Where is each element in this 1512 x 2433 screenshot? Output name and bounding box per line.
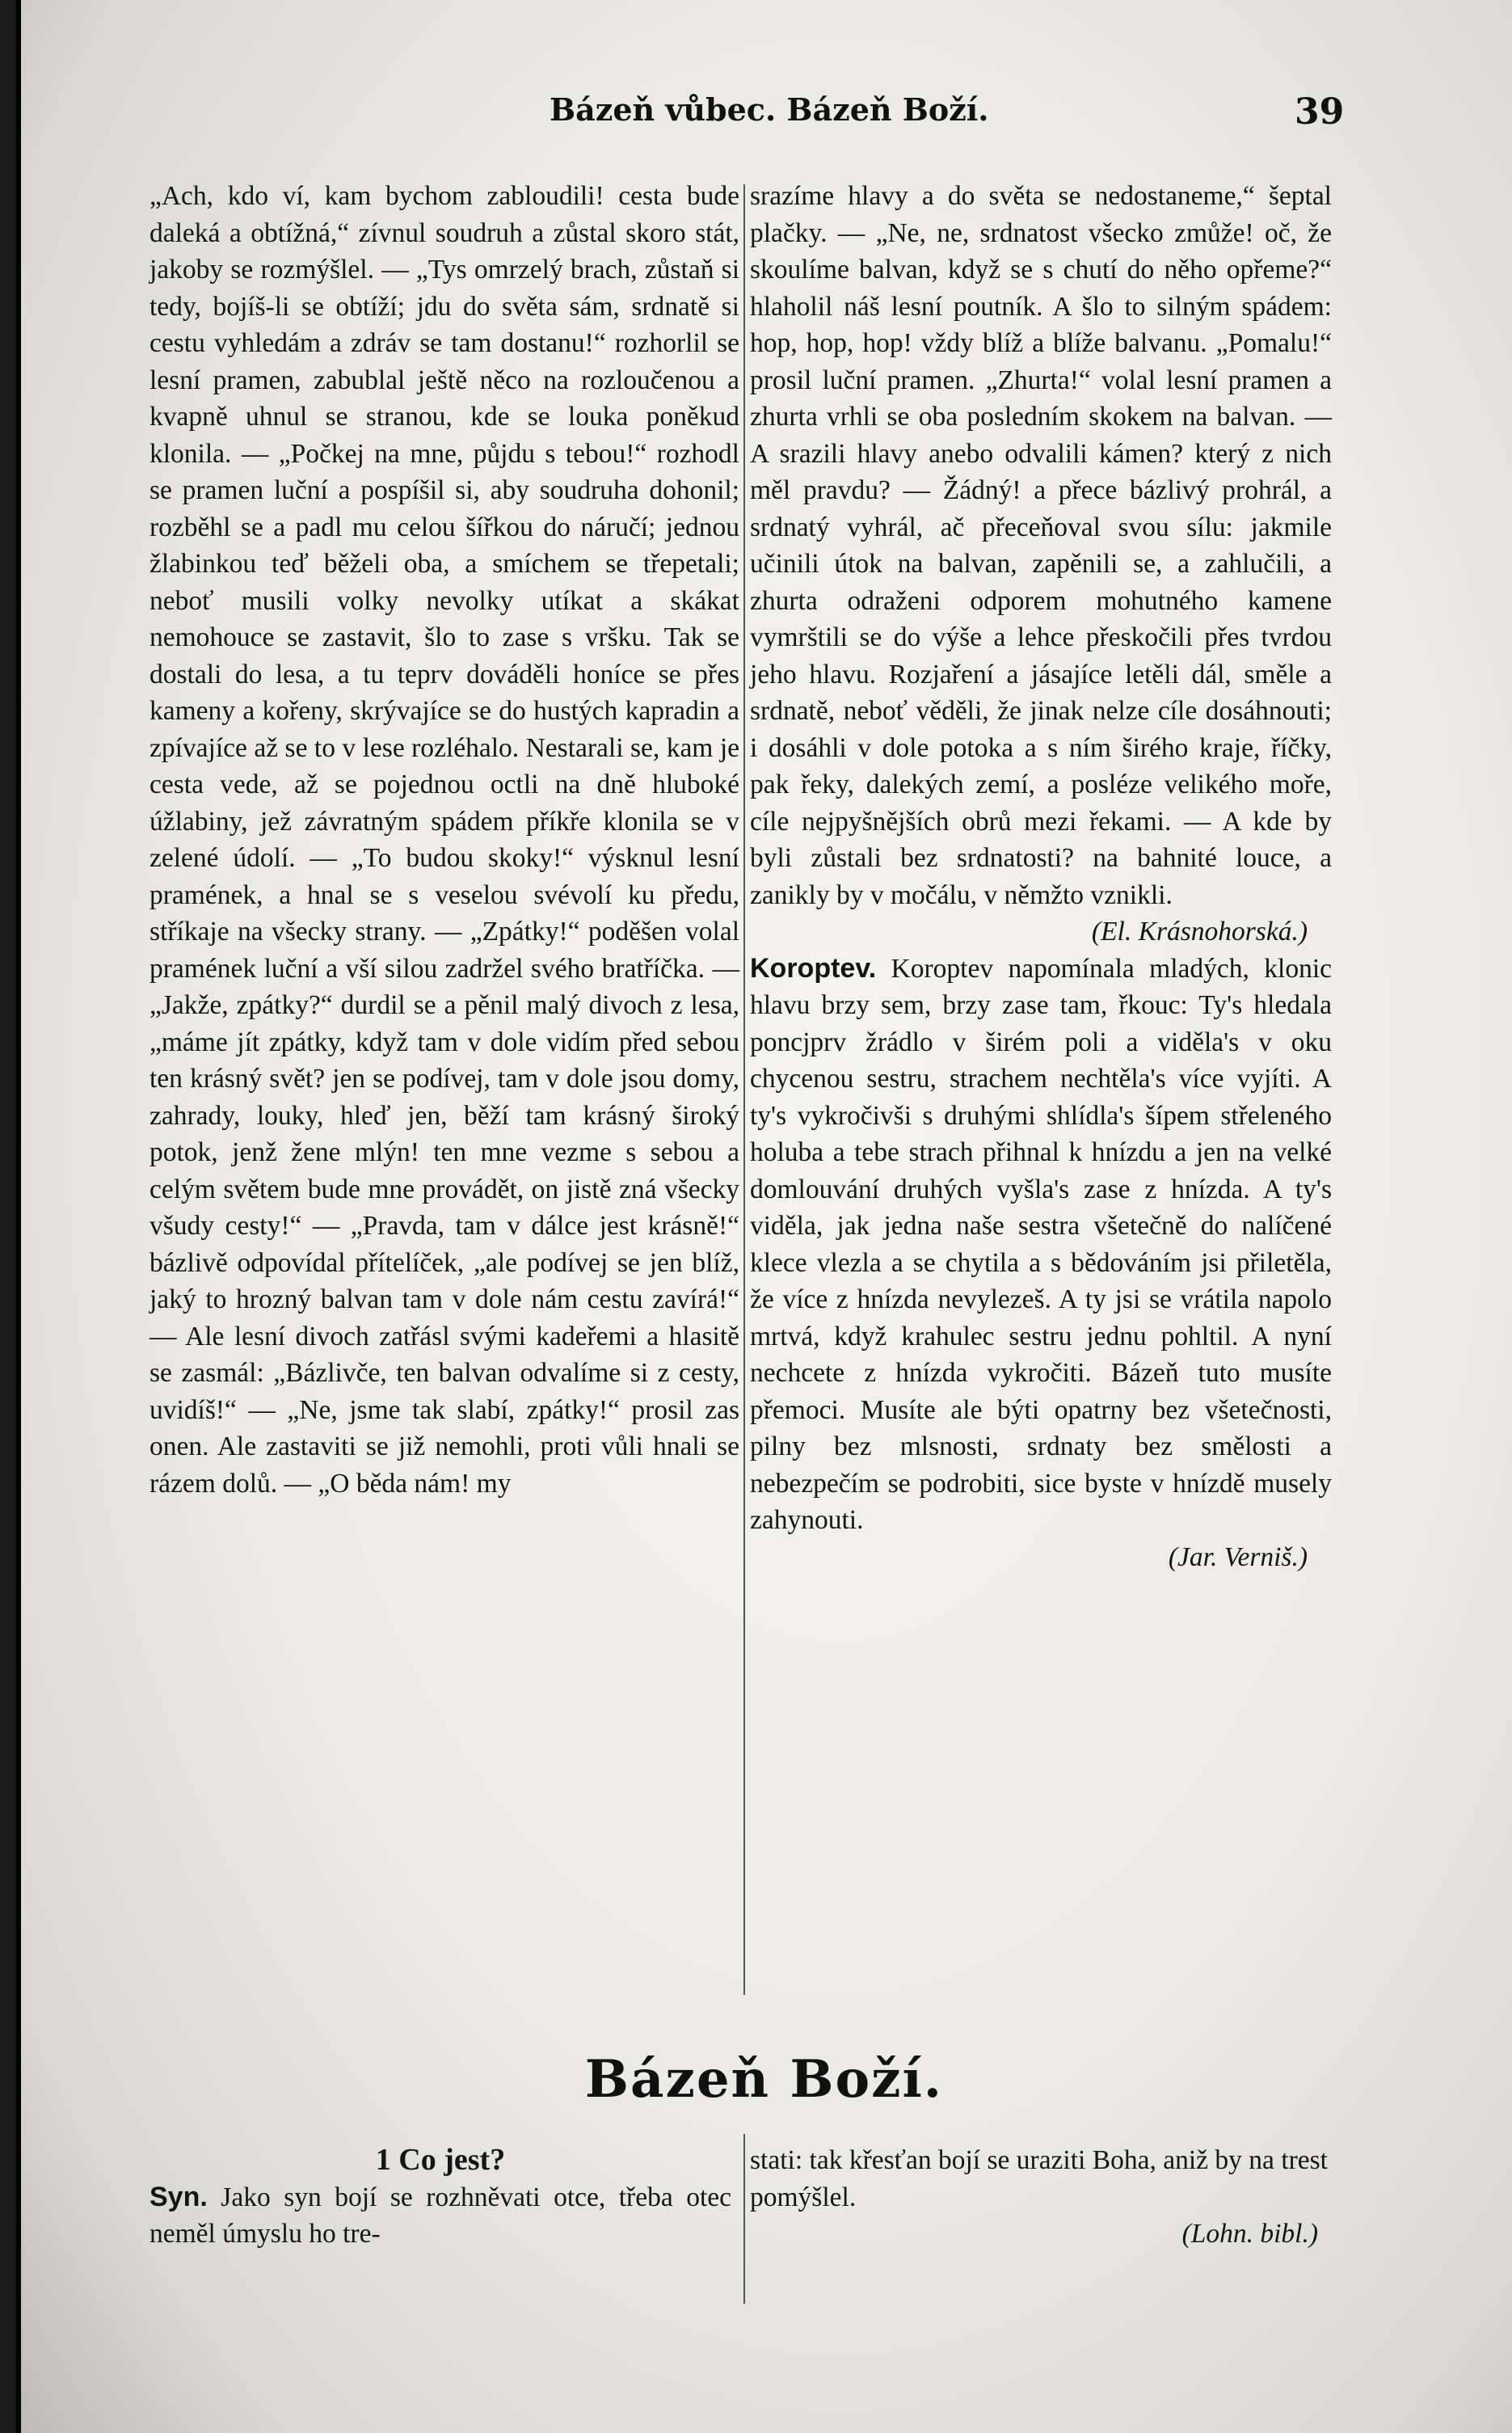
section-right-column [750,2142,1328,2253]
article2-text: Koroptev napomínala mladých, klonic hlavu brzy sem, brzy zase tam, řkouc: Ty's hledala poncjprv žrádlo v širém poli a viděla's v oku chycenou sestru, strachem nechtěla's více vyjíti. A ty's vykročivši s druhými shlídla's šípem střeleného holuba a tebe strach přihnal k hnízdu a jen na velké domlouvání druhých vyšla's zase z hnízda. A ty's viděla, jak jedna naše sestra všetečně do nalíčené klece vlezla a se chytila a s bědováním jsi přiletěla, že více z hnízda nevylezeš. A ty jsi se vrátila napolo mrtvá, když krahulec sestru jednu pohltil. A nyní nechcete z hnízda vykročiti. Bázeň tuto musíte přemoci. Musíte ale býti opatrny bez všetečnosti, pilny bez mlsnosti, srdnaty bez smělosti a nebezpečím se podrobiti, sice byste v hnízdě musely zahynouti. [750,953,1332,1535]
section-term: Syn. [150,2181,208,2212]
left-column [150,178,739,1502]
running-title: Bázeň vůbec. Bázeň Boží. [550,91,989,128]
section-left-text: Jako syn bojí se rozhněvati otce, třeba otec neměl úmyslu ho tre- [150,2182,731,2249]
article1-signature: (El. Krásnohorská.) [1091,917,1308,947]
right-column [750,178,1332,1575]
section-column-divider [743,2134,745,2304]
article1-right-text: srazíme hlavy a do světa se nedostaneme,“ šeptal plačky. — „Ne, ne, srdnatost všecko zmůže! oč, že skoulíme balvan, když se s chutí do něho opřeme?“ hlaholil náš lesní poutník. A šlo to silným spádem: hop, hop, hop! vždy blíž a blíže balvanu. „Pomalu!“ prosil luční pramen. „Zhurta!“ volal lesní pramen a zhurta vrhli se oba posledním skokem na balvan. — A srazili hlavy anebo odvalili kámen? který z nich měl pravdu? — Žádný! a přece bázlivý prohrál, a srdnatý vyhrál, ač přeceňoval svou sílu: jakmile učinili útok na balvan, zapěnili se, a zahlučili, a zhurta odraženi odporem mohutného kamene vymrštili se do výše a lehce přeskočili přes tvrdou jeho hlavu. Rozjaření a jásajíce letěli dál, směle a srdnatě, neboť věděli, že jinak nelze cíle dosáhnouti; i dosáhli v dole potoka a s ním širého kraje, říčky, pak řeky, dalekých zemí, a posléze velikého moře, cíle nejpyšnějších obrů mezi řekami. — A kde by byli zůstali bez srdnatosti? na bahnité louce, a zanikly by v močálu, v němžto vznikli. [750,181,1332,910]
article1-left-text: „Ach, kdo ví, kam bychom zabloudili! cesta bude daleká a obtížná,“ zívnul soudruh a zůstal skoro stát, jakoby se rozmýšlel. — „Tys omrzelý brach, zůstaň si tedy, bojíš-li se obtíží; jdu do světa sám, srdnatě si cestu vyhledám a zdráv se tam dostanu!“ rozhorlil se lesní pramen, zabublal ještě něco na rozloučenou a kvapně uhnul se stranou, kde se louka poněkud klonila. — „Počkej na mne, půjdu s tebou!“ rozhodl se pramen luční a pospíšil si, aby soudruha dohonil; rozběhl se a padl mu celou šířkou do náručí; jednou žlabinkou teď běželi oba, a smíchem se třepetali; neboť musili volky nevolky utíkat a skákat nemohouce se zastavit, šlo to zase s vršku. Tak se dostali do lesa, a tu teprv dováděli honíce se přes kameny a kořeny, skrývajíce se do hustých kapradin a zpívajíce až se to v lese rozléhalo. Nestarali se, kam je cesta vede, až se pojednou octli na dně hluboké úžlabiny, jež závratným spádem příkře klonila se v zelené údolí. — „To budou skoky!“ výsknul lesní pramének, a hnal se s veselou svévolí ku předu, stříkaje na všecky strany. — „Zpátky!“ poděšen volal pramének luční a vší silou zadržel svého bratříčka. — „Jakže, zpátky?“ durdil se a pěnil malý divoch z lesa, „máme jít zpátky, když tam v dole vidím před sebou ten krásný svět? jen se podívej, tam v dole jsou domy, zahrady, louky, hleď jen, běží tam krásný široký potok, jenž žene mlýn! ten mne vezme s sebou a celým světem bude mne provádět, on jistě zná všecky všudy cesty!“ — „Pravda, tam v dálce jest krásně!“ bázlivě odpovídal přítelíček, „ale podívej se jen blíž, jaký to hrozný balvan tam v dole nám cestu zavírá!“ — Ale lesní divoch zatřásl svými kadeřemi a hlasitě se zasmál: „Bázlivče, ten balvan odvalíme si z cesty, uvidíš!“ — „Ne, jsme tak slabí, zpátky!“ prosil zas onen. Ale zastaviti se již nemohli, proti vůli hnali se rázem dolů. — „O běda nám! my [150,181,739,1499]
article2-paragraph [750,951,1332,1539]
article2-signature: (Jar. Verniš.) [1168,1541,1308,1572]
page-header [16,85,1512,141]
section-signature: (Lohn. bibl.) [1181,2219,1318,2249]
article2-term: Koroptev. [750,952,877,984]
book-page [16,0,1512,2433]
section-right-text: stati: tak křesťan bojí se uraziti Boha, aniž by na trest pomýšlel. [750,2145,1328,2212]
page-number: 39 [1295,91,1345,133]
section-left-column [150,2142,731,2253]
section-left-paragraph [150,2179,731,2253]
section-subheading: 1 Co jest? [375,2143,506,2177]
column-divider [743,184,745,1995]
section-title: Bázeň Boží. [584,2049,944,2110]
